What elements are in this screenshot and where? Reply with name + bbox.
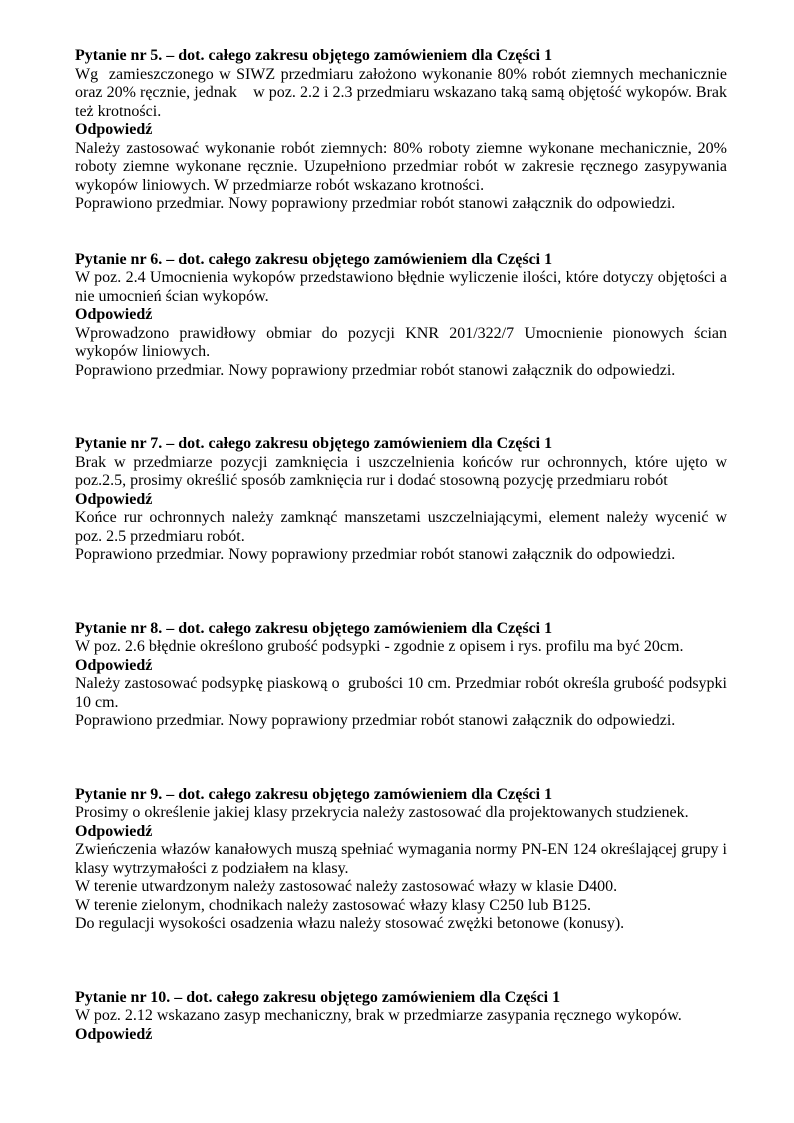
answer-label: Odpowiedź <box>75 822 153 840</box>
question-heading: Pytanie nr 9. – dot. całego zakresu objętego zamówieniem dla Części 1 <box>75 785 553 803</box>
question-section-5 <box>75 47 727 214</box>
answer-paragraph: Poprawiono przedmiar. Nowy poprawiony przedmiar robót stanowi załącznik do odpowiedzi. <box>75 712 676 729</box>
question-section-10 <box>75 989 727 1045</box>
answer-label: Odpowiedź <box>75 490 153 508</box>
answer-paragraph: Końce rur ochronnych należy zamknąć manszetami uszczelniającymi, element należy wycenić w poz. 2.5 przedmiaru robót. <box>75 509 727 545</box>
answer-paragraph: W terenie zielonym, chodnikach należy zastosować włazy klasy C250 lub B125. <box>75 896 591 914</box>
answer-paragraph: Poprawiono przedmiar. Nowy poprawiony przedmiar robót stanowi załącznik do odpowiedzi. <box>75 195 676 212</box>
question-text: W poz. 2.4 Umocnienia wykopów przedstawiono błędnie wyliczenie ilości, które dotyczy objętości a nie umocnień ścian wykopów. <box>75 269 727 305</box>
answer-paragraph: Należy zastosować podsypkę piaskową o grubości 10 cm. Przedmiar robót określa grubość podsypki 10 cm. <box>75 675 727 711</box>
answer-label: Odpowiedź <box>75 656 153 674</box>
answer-paragraph: Do regulacji wysokości osadzenia włazu należy stosować zwężki betonowe (konusy). <box>75 915 625 932</box>
question-heading: Pytanie nr 7. – dot. całego zakresu objętego zamówieniem dla Części 1 <box>75 435 553 452</box>
answer-paragraph: Należy zastosować wykonanie robót ziemnych: 80% roboty ziemne wykonane mechanicznie, 20% roboty ziemne wykonane ręcznie. Uzupełniono przedmiar robót w zakresie ręcznego zasypywania wykopów liniowych. W przedmiarze robót wskazano krotności. <box>75 139 727 194</box>
question-text: Wg zamieszczonego w SIWZ przedmiaru założono wykonanie 80% robót ziemnych mechanicznie oraz 20% ręcznie, jednak w poz. 2.2 i 2.3 przedmiaru wskazano taką samą objętość wykopów. Brak też krotności. <box>75 65 727 120</box>
question-text: W poz. 2.6 błędnie określono grubość podsypki - zgodnie z opisem i rys. profilu ma być 20cm. <box>75 638 684 655</box>
answer-paragraph: Zwieńczenia włazów kanałowych muszą spełniać wymagania normy PN-EN 124 określającej grupy i klasy wytrzymałości z podziałem na klasy. <box>75 841 727 877</box>
answer-label: Odpowiedź <box>75 121 153 138</box>
question-heading: Pytanie nr 8. – dot. całego zakresu objętego zamówieniem dla Części 1 <box>75 619 553 637</box>
question-text: Prosimy o określenie jakiej klasy przekrycia należy zastosować dla projektowanych studzienek. <box>75 804 689 821</box>
question-section-7 <box>75 435 727 565</box>
question-heading: Pytanie nr 10. – dot. całego zakresu objętego zamówieniem dla Części 1 <box>75 988 561 1006</box>
answer-paragraph: Poprawiono przedmiar. Nowy poprawiony przedmiar robót stanowi załącznik do odpowiedzi. <box>75 546 676 563</box>
answer-label: Odpowiedź <box>75 1025 153 1043</box>
answer-paragraph: Poprawiono przedmiar. Nowy poprawiony przedmiar robót stanowi załącznik do odpowiedzi. <box>75 361 676 379</box>
answer-label: Odpowiedź <box>75 306 153 323</box>
question-heading: Pytanie nr 5. – dot. całego zakresu objętego zamówieniem dla Części 1 <box>75 47 553 64</box>
question-text: Brak w przedmiarze pozycji zamknięcia i uszczelnienia końców rur ochronnych, które ujęto w poz.2.5, prosimy określić sposób zamknięcia rur i dodać stosowną pozycję przedmiaru robót <box>75 453 727 489</box>
question-heading: Pytanie nr 6. – dot. całego zakresu objętego zamówieniem dla Części 1 <box>75 250 553 268</box>
document-content <box>75 47 727 1099</box>
question-section-8 <box>75 620 727 731</box>
question-section-9 <box>75 786 727 934</box>
answer-paragraph: Wprowadzono prawidłowy obmiar do pozycji KNR 201/322/7 Umocnienie pionowych ścian wykopów liniowych. <box>75 324 727 360</box>
answer-paragraph: W terenie utwardzonym należy zastosować należy zastosować włazy w klasie D400. <box>75 878 618 895</box>
question-section-6 <box>75 251 727 381</box>
question-text: W poz. 2.12 wskazano zasyp mechaniczny, brak w przedmiarze zasypania ręcznego wykopów. <box>75 1007 682 1024</box>
